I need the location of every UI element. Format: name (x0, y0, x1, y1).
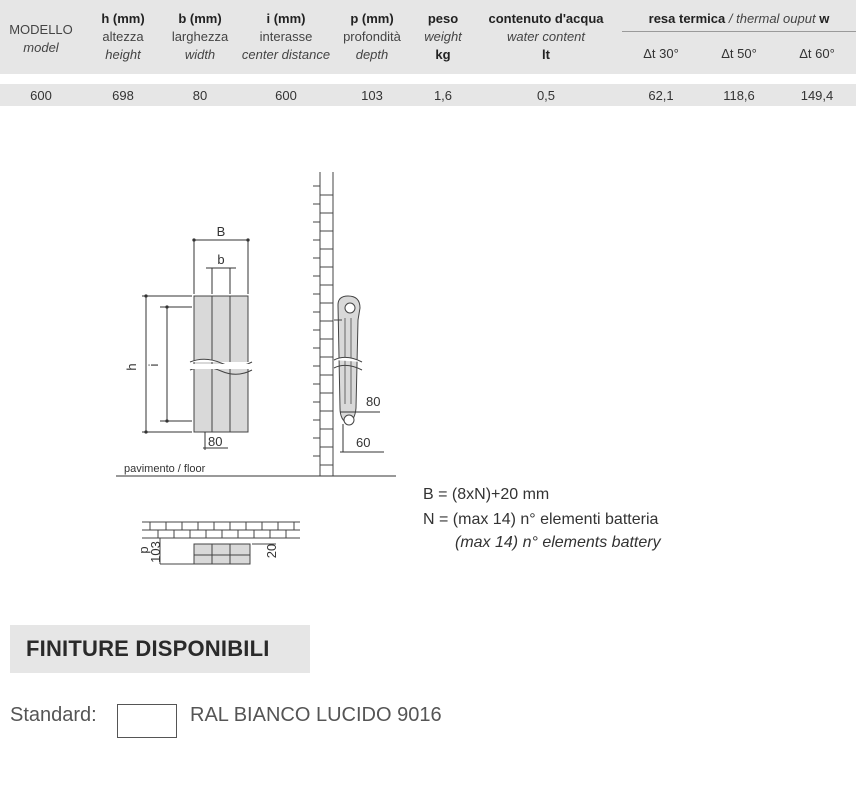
label-i: i (146, 363, 161, 367)
header-i-en: center distance (241, 47, 331, 62)
label-floor: pavimento / floor (124, 463, 206, 475)
cell-h: 698 (112, 88, 134, 103)
cell-model: 600 (30, 88, 52, 103)
formula-B: B = (8xN)+20 mm (423, 486, 550, 503)
cell-i: 600 (275, 88, 297, 103)
header-h-it: altezza (102, 29, 144, 44)
header-resa (622, 10, 856, 28)
label-side-height: 80 (366, 394, 381, 409)
cell-b: 80 (192, 88, 208, 103)
header-peso-label: peso (427, 11, 459, 26)
header-b-label: b (mm) (178, 11, 222, 26)
header-b-it: larghezza (171, 29, 229, 44)
cell-dt30: 62,1 (648, 88, 674, 103)
header-model-label: MODELLO (9, 22, 73, 37)
label-B: B (216, 224, 226, 239)
cell-peso: 1,6 (433, 88, 453, 103)
label-b: b (217, 252, 225, 267)
header-water-label: contenuto d'acqua (488, 11, 604, 26)
label-bottom-width: 80 (208, 434, 223, 449)
cell-dt60: 149,4 (800, 88, 834, 103)
color-swatch (117, 704, 177, 738)
label-wall-gap: 20 (264, 543, 279, 559)
header-dt50: Δt 50° (721, 46, 757, 61)
standard-label: Standard: (10, 704, 97, 726)
label-side-gap: 60 (356, 435, 371, 450)
header-dt30: Δt 30° (643, 46, 679, 61)
header-p-label: p (mm) (350, 11, 394, 26)
cell-p: 103 (361, 88, 383, 103)
header-peso (410, 10, 476, 64)
cell-dt50: 118,6 (723, 88, 755, 103)
label-depth: 103 (148, 541, 163, 563)
header-p-en: depth (355, 47, 389, 62)
header-resa-label: resa termica (648, 11, 726, 26)
cell-water: 0,5 (536, 88, 556, 103)
header-resa-unit: w (819, 11, 830, 26)
dimension-B (194, 240, 248, 294)
header-dt60: Δt 60° (799, 46, 835, 61)
header-peso-unit: kg (435, 47, 451, 62)
header-p (336, 10, 408, 64)
header-model (2, 21, 80, 57)
formula-N-en: (max 14) n° elements battery (455, 534, 661, 551)
header-resa-en: / thermal ouput (725, 11, 816, 26)
label-p: p (136, 546, 151, 554)
radiator-side-view (334, 296, 362, 425)
header-water-unit: lt (542, 47, 550, 62)
label-h: h (124, 363, 139, 371)
color-name: RAL BIANCO LUCIDO 9016 (190, 704, 442, 726)
header-water-en: water content (506, 29, 586, 44)
wall-section (313, 172, 333, 476)
header-h (80, 10, 166, 64)
radiator-front-view (190, 296, 252, 432)
header-b (166, 10, 234, 64)
header-i-label: i (mm) (266, 11, 306, 26)
header-water (478, 10, 614, 64)
header-model-sub: model (23, 40, 59, 55)
header-b-en: width (184, 47, 216, 62)
formula-N: N = (max 14) n° elementi batteria (423, 511, 659, 528)
finishes-title: FINITURE DISPONIBILI (26, 636, 270, 661)
header-resa-divider (622, 31, 856, 32)
header-h-en: height (105, 47, 141, 62)
header-p-it: profondità (343, 29, 401, 44)
header-h-label: h (mm) (101, 11, 145, 26)
header-peso-en: weight (424, 29, 462, 44)
header-i-it: interasse (259, 29, 313, 44)
header-i (238, 10, 334, 64)
